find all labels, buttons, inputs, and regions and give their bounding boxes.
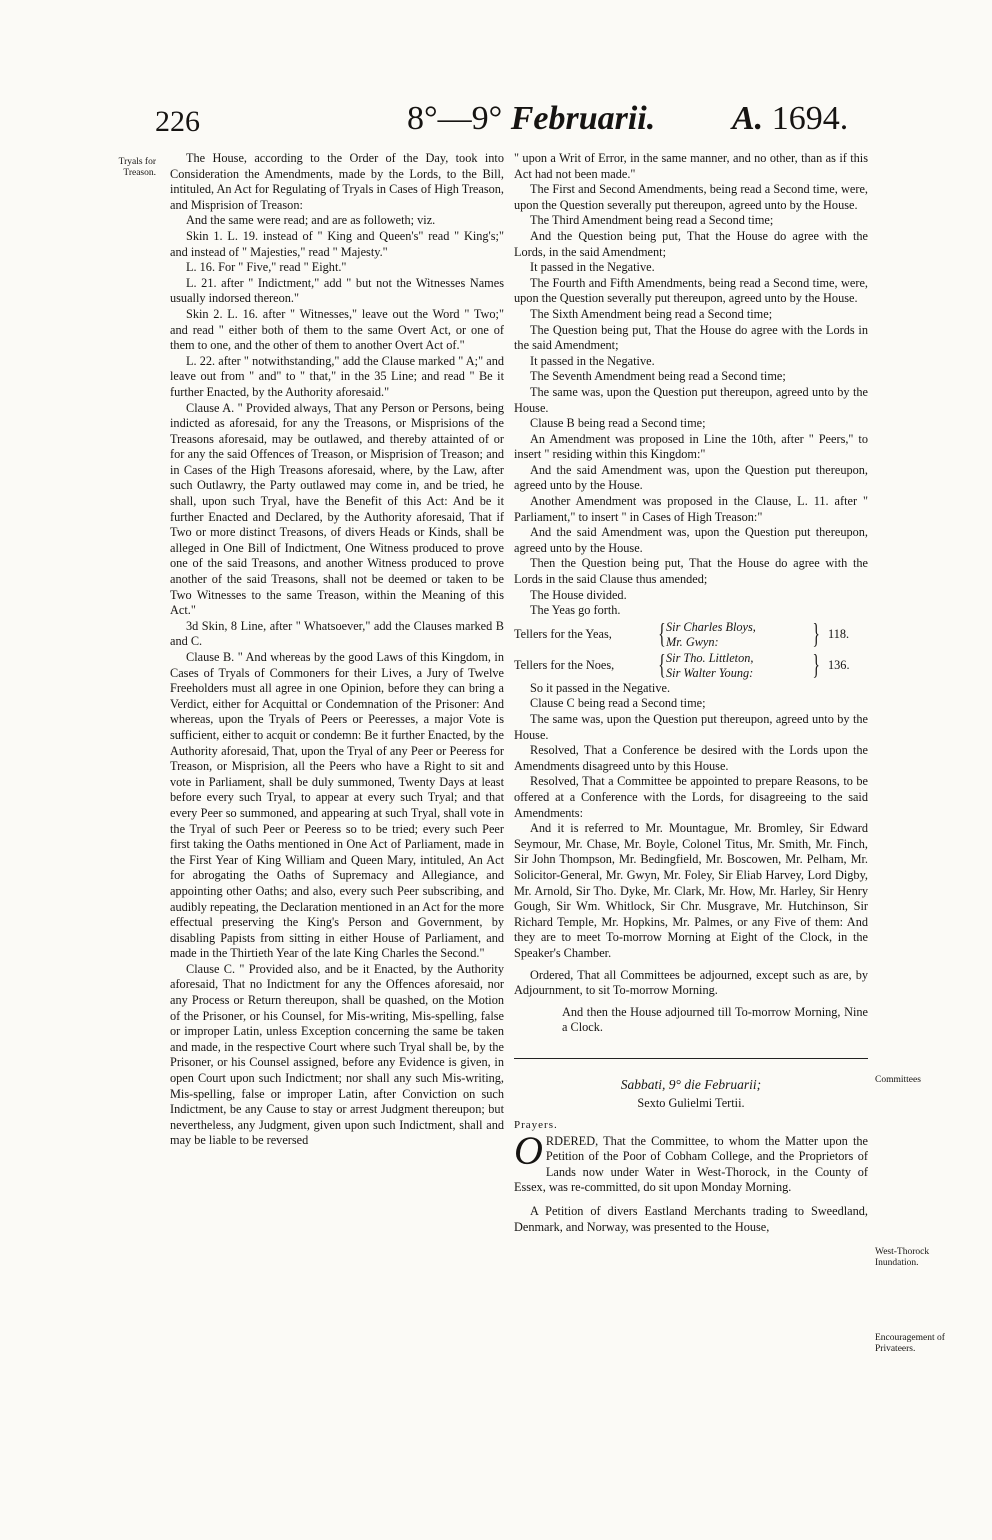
brace: } [812, 618, 820, 650]
paragraph: So it passed in the Negative. [530, 680, 671, 695]
vote-count: 118. [828, 627, 850, 642]
petition-paragraph: A Petition of divers Eastland Merchants trading to Sweedland, Denmark, and Norway, was presented to the House, [514, 1204, 868, 1234]
paragraph: Resolved, That a Committee be appointed to prepare Reasons, to be offered at a Conference with the Lords, for disagreeing to the said Amendments: [514, 774, 868, 820]
tellers-noes [514, 651, 868, 681]
paragraph: It passed in the Negative. [530, 353, 655, 368]
paragraph: The Seventh Amendment being read a Second time; [530, 369, 786, 384]
committee-members: And it is referred to Mr. Mountague, Mr. Bromley, Sir Edward Seymour, Mr. Chase, Mr. Boyle, Colonel Titus, Mr. Smith, Mr. Finch, Sir John Thompson, Mr. Bedingfield, Mr. Boscowen, Mr. Pelham, Mr. Solicitor-General, Mr. Gwyn, Mr. Foley, Sir Eliab Harvey, Lord Digby, Mr. Arnold, Sir Tho. Dyke, Mr. Clark, Mr. How, Mr. Harley, Sir Henry Gough, Sir Wm. Whitlock, Sir Chr. Musgrave, Mr. Hutchinson, Sir Richard Temple, Mr. Hopkins, Mr. Palmes, or any Five of them: And they are to meet To-morrow Morning at Eight of the Clock, in the Speaker's Chamber. [514, 821, 868, 960]
tellers-names [666, 651, 808, 681]
sabbati-heading: Sabbati, 9° die Februarii; [620, 1076, 762, 1092]
clause-c: Clause C. " Provided also, and be it Enacted, by the Authority aforesaid, That no Indictment for any the Offences aforesaid, nor any Process or Return thereupon, shall be quashed, on the Motion of the Prisoner, or his Counsel, for Mis-writing, Mis-spelling, false or improper Latin, unless Exception concerning the same be taken and made, in the respective Court where such Tryal shall be, by the Prisoner, or his Counsel assigned, before any Evidence is given, in open Court upon such Indictment; nor shall any such Mis-writing, Mis-spelling, false or improper Latin, after Conviction on such Indictment, be any Cause to stay or arrest Judgment thereupon; but nevertheless, any Judgment, given upon such Indictment, shall and may be liable to be reversed [170, 961, 504, 1148]
paragraph: The same was, upon the Question put thereupon, agreed unto by the House. [514, 384, 868, 415]
paragraph: And the same were read; and are as followeth; viz. [186, 213, 436, 228]
right-column [514, 151, 868, 1235]
paragraph: The Yeas go forth. [530, 603, 621, 618]
paragraph: Clause C being read a Second time; [530, 696, 706, 711]
paragraph: L. 16. For " Five," read " Eight." [186, 260, 347, 275]
prayers-label: Prayers. [514, 1119, 558, 1132]
page-year [732, 100, 848, 138]
paragraph: An Amendment was proposed in Line the 10th, after " Peers," to insert " residing within this Kingdom:" [514, 431, 868, 462]
ordered-paragraph [514, 1127, 868, 1196]
date-range: 8°—9° [407, 100, 511, 137]
margin-note-tryals: Tryals for Treason. [118, 157, 156, 178]
teller-name: Sir Charles Bloys, [666, 619, 756, 634]
adjournment: And then the House adjourned till To-morrow Morning, Nine a Clock. [562, 1004, 868, 1035]
clause-a: Clause A. " Provided always, That any Person or Persons, being indicted as aforesaid, for any the Treasons, or Misprisions of the Treasons aforesaid, may be outlawed, and thereby attainted of or for any the said Offences of Treason, or Misprision of Treason; and in Cases of the High Treasons aforesaid, where, by the Law, after such Outlawry, the Party outlawed may come in, and be tried, he shall, upon such Tryal, have the Benefit of this Act: And be it further Enacted and Declared, by the Authority aforesaid, That if Two or more distinct Treasons, of divers Heads or Kinds, shall be alleged in One Bill of Indictment, One Witness produced to prove one of the said Treasons, and another Witness produced to prove another of the said Treasons, shall not be deemed or taken to be Two Witnesses to the same Treason, within the Meaning of this Act." [170, 400, 504, 618]
brace: { [658, 618, 666, 650]
regnal-year: Sexto Gulielmi Tertii. [637, 1096, 745, 1111]
paragraph: The First and Second Amendments, being read a Second time, were, upon the Question severally put thereupon, agreed unto by the House. [514, 182, 868, 212]
margin-note-privateers: Encouragement of Privateers. [875, 1333, 945, 1354]
tellers-yeas [514, 620, 868, 650]
paragraph: The House, according to the Order of the Day, took into Consideration the Amendments, made by the Lords, to the Bill, intituled, An Act for Regulating of Tryals in Cases of High Treason, and Misprision of Treason: [170, 151, 504, 212]
year-number: 1694. [763, 100, 849, 137]
teller-name: Sir Walter Young: [666, 665, 754, 680]
teller-name: Sir Tho. Littleton, [666, 650, 754, 665]
date-month: Februarii. [510, 100, 656, 137]
paragraph: Ordered, That all Committees be adjourned, except such as are, by Adjournment, to sit To-morrow Morning. [514, 967, 868, 998]
paragraph: Skin 2. L. 16. after " Witnesses," leave out the Word " Two;" and read " either both of them to the same Overt Act, or one of them to one, and the other of them to another Overt Act of." [170, 306, 504, 353]
margin-note-west-thorock: West-Thorock Inundation. [875, 1247, 930, 1268]
vote-count: 136. [828, 658, 850, 673]
year-prefix: A. [732, 100, 764, 137]
paragraph: The Question being put, That the House do agree with the Lords in the said Amendment; [514, 322, 868, 353]
page-date-heading [407, 100, 655, 138]
clause-b: Clause B. " And whereas by the good Laws of this Kingdom, in Cases of Tryals of Commoners for their Lives, a Jury of Twelve Freeholders must all agree in one Opinion, before they can bring a Verdict, either for Acquittal or Condemnation of the Prisoner: And whereas, upon the Tryals of Peers or Peeresses, a major Vote is sufficient, either to acquit or condemn: Be it further Enacted, by the Authority aforesaid, That, upon the Tryal of any Peer or Peeress for Treason, or Misprision, all the Peers who have a Right to sit and vote in Parliament, shall be duly summoned, Twenty Days at least before every such Tryal, to appear at every such Tryal; and that every Peer so summoned, and appearing at such Tryal, shall vote in the Tryal of such Peer or Peeress so to be tried; every such Peer first taking the Oaths mentioned in One Act of Parliament, made in the First Year of King William and Queen Mary, intituled, An Act for abrogating the Oaths of Supremacy and Allegiance, and appointing other Oaths; and also, every such Peer subscribing, and audibly repeating, the Declaration mentioned in an Act for the more effectual preserving the King's Person and Government, by disabling Papists from sitting in either House of Parliament, and made in the Thirtieth Year of the late King Charles the Second." [170, 650, 504, 961]
left-column [170, 151, 504, 1149]
margin-note-committees: Committees [875, 1075, 921, 1085]
paragraph: L. 22. after " notwithstanding," add the Clause marked " A;" and leave out from " and" to " that," in the 35 Line; and read " Be it further Enacted, by the Authority aforesaid." [170, 353, 504, 399]
tellers-names [666, 620, 808, 650]
paragraph: The House divided. [530, 587, 627, 602]
paragraph: And the said Amendment was, upon the Question put thereupon, agreed unto by the House. [514, 462, 868, 493]
paragraph: And the Question being put, That the House do agree with the Lords, in the said Amendment; [514, 228, 868, 259]
paragraph: Clause B being read a Second time; [530, 416, 706, 431]
page-number: 226 [155, 105, 200, 138]
paragraph: Skin 1. L. 19. instead of " King and Queen's" read " King's;" and instead of " Majesties," read " Majesty." [170, 228, 504, 259]
paragraph: And the said Amendment was, upon the Question put thereupon, agreed unto by the House. [514, 525, 868, 555]
paragraph: 3d Skin, 8 Line, after " Whatsoever," add the Clauses marked B and C. [170, 618, 504, 649]
paragraph: Then the Question being put, That the House do agree with the Lords in the said Clause thus amended; [514, 556, 868, 587]
tellers-label: Tellers for the Noes, [514, 658, 615, 673]
teller-name: Mr. Gwyn: [666, 634, 719, 649]
drop-cap: O [514, 1127, 543, 1173]
tellers-label: Tellers for the Yeas, [514, 627, 612, 642]
brace: { [658, 649, 666, 681]
paragraph: " upon a Writ of Error, in the same manner, and no other, than as if this Act had not been made." [514, 151, 868, 181]
paragraph: It passed in the Negative. [530, 260, 655, 275]
paragraph: L. 21. after " Indictment," add " but not the Witnesses Names usually indorsed thereon." [170, 275, 504, 306]
paragraph: The same was, upon the Question put thereupon, agreed unto by the House. [514, 712, 868, 742]
section-divider [514, 1058, 868, 1059]
paragraph: The Sixth Amendment being read a Second time; [530, 306, 773, 321]
paragraph: Resolved, That a Conference be desired with the Lords upon the Amendments disagreed unto by this House. [514, 743, 868, 773]
paragraph: The Third Amendment being read a Second time; [530, 213, 774, 228]
brace: } [812, 649, 820, 681]
paragraph: The Fourth and Fifth Amendments, being read a Second time, were, upon the Question severally put thereupon, agreed unto by the House. [514, 275, 868, 306]
paragraph: Another Amendment was proposed in the Clause, L. 11. after " Parliament," to insert " in Cases of High Treason:" [514, 494, 868, 524]
ordered-text: RDERED, That the Committee, to whom the Matter upon the Petition of the Poor of Cobham College, and the Proprietors of Lands now under Water in West-Thorock, in the County of Essex, was re-committed, do sit upon Monday Morning. [514, 1133, 868, 1195]
